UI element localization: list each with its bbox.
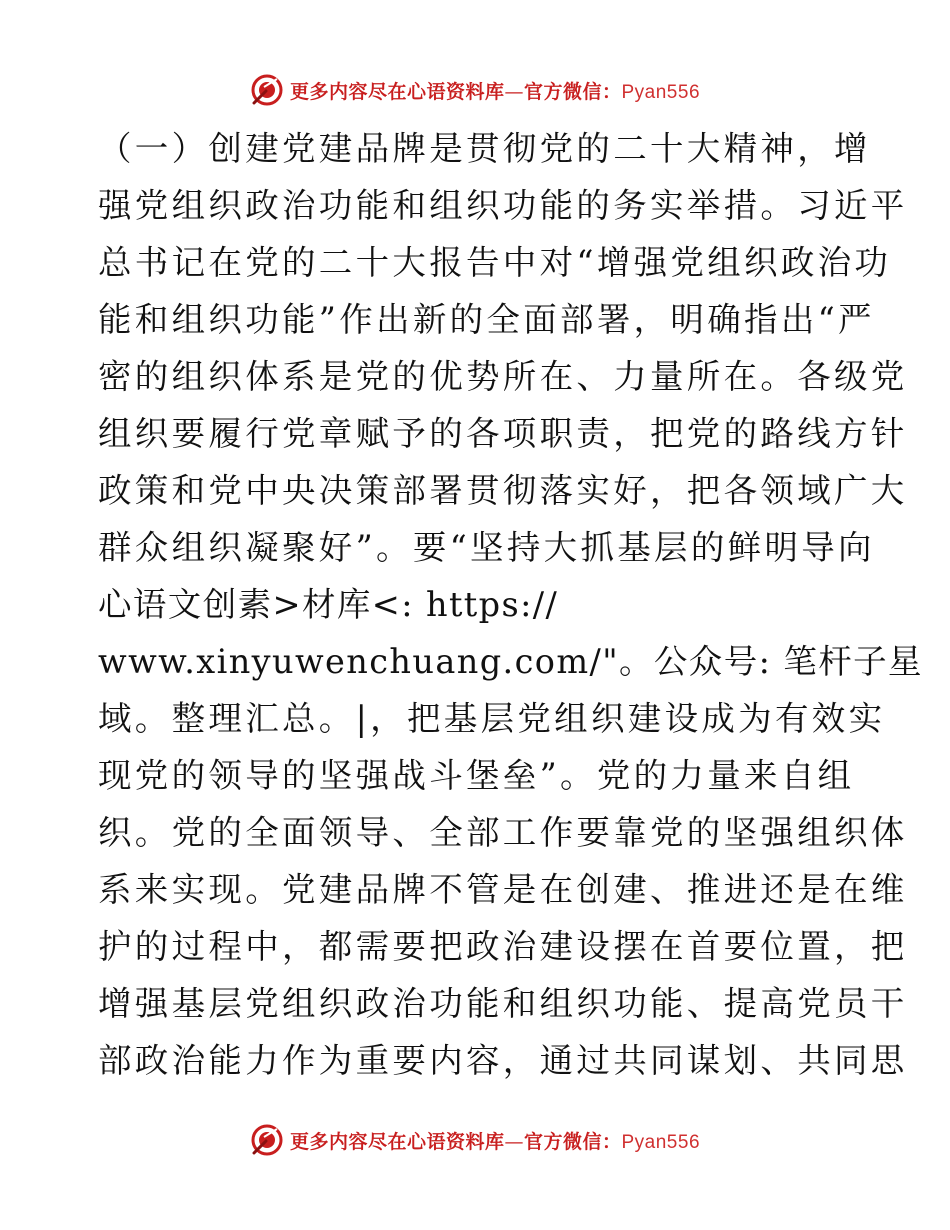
- body-line: 总书记在党的二十大报告中对“增强党组织政治功: [98, 243, 892, 282]
- header-watermark: [0, 70, 950, 110]
- body-line: 现党的领导的坚强战斗堡垒”。党的力量来自组: [98, 756, 855, 795]
- pen-logo-icon: [250, 73, 284, 107]
- pen-logo-icon: [250, 1123, 284, 1157]
- body-line: 群众组织凝聚好”。要“坚持大抓基层的鲜明导向: [98, 528, 875, 567]
- body-line: （一）创建党建品牌是贯彻党的二十大精神，增: [98, 129, 871, 168]
- header-wechat-label: 官方微信：: [523, 80, 622, 103]
- footer-wechat-id: Pyan556: [621, 1131, 701, 1153]
- body-paragraph: [98, 120, 923, 1089]
- body-line: 增强基层党组织政治功能和组织功能、提高党员干: [98, 984, 908, 1023]
- body-line: 域。整理汇总。|，把基层党组织建设成为有效实: [98, 699, 886, 738]
- footer-wechat-label: 官方微信：: [523, 1130, 622, 1153]
- body-line: www.xinyuwenchuang.com/"。公众号: 笔杆子星: [98, 642, 923, 681]
- header-watermark-text: [290, 77, 700, 104]
- footer-separator: —: [504, 1130, 524, 1153]
- body-line: 密的组织体系是党的优势所在、力量所在。各级党: [98, 357, 908, 396]
- body-line: 织。党的全面领导、全部工作要靠党的坚强组织体: [98, 813, 908, 852]
- header-site-text: 更多内容尽在心语资料库: [289, 80, 505, 103]
- footer-site-text: 更多内容尽在心语资料库: [289, 1130, 505, 1153]
- header-separator: —: [504, 80, 524, 103]
- footer-watermark: [0, 1120, 950, 1160]
- footer-watermark-text: [290, 1127, 700, 1154]
- header-wechat-id: Pyan556: [621, 81, 701, 103]
- body-line: 组织要履行党章赋予的各项职责，把党的路线方针: [98, 414, 908, 453]
- body-line: 护的过程中，都需要把政治建设摆在首要位置，把: [98, 927, 908, 966]
- body-line: 强党组织政治功能和组织功能的务实举措。习近平: [98, 186, 908, 225]
- body-line: 系来实现。党建品牌不管是在创建、推进还是在维: [98, 870, 908, 909]
- body-line: 心语文创素>材库<: https://: [98, 585, 559, 624]
- body-line: 能和组织功能”作出新的全面部署，明确指出“严: [98, 300, 875, 339]
- body-line: 部政治能力作为重要内容，通过共同谋划、共同思: [98, 1041, 908, 1080]
- body-line: 政策和党中央决策部署贯彻落实好，把各领域广大: [98, 471, 908, 510]
